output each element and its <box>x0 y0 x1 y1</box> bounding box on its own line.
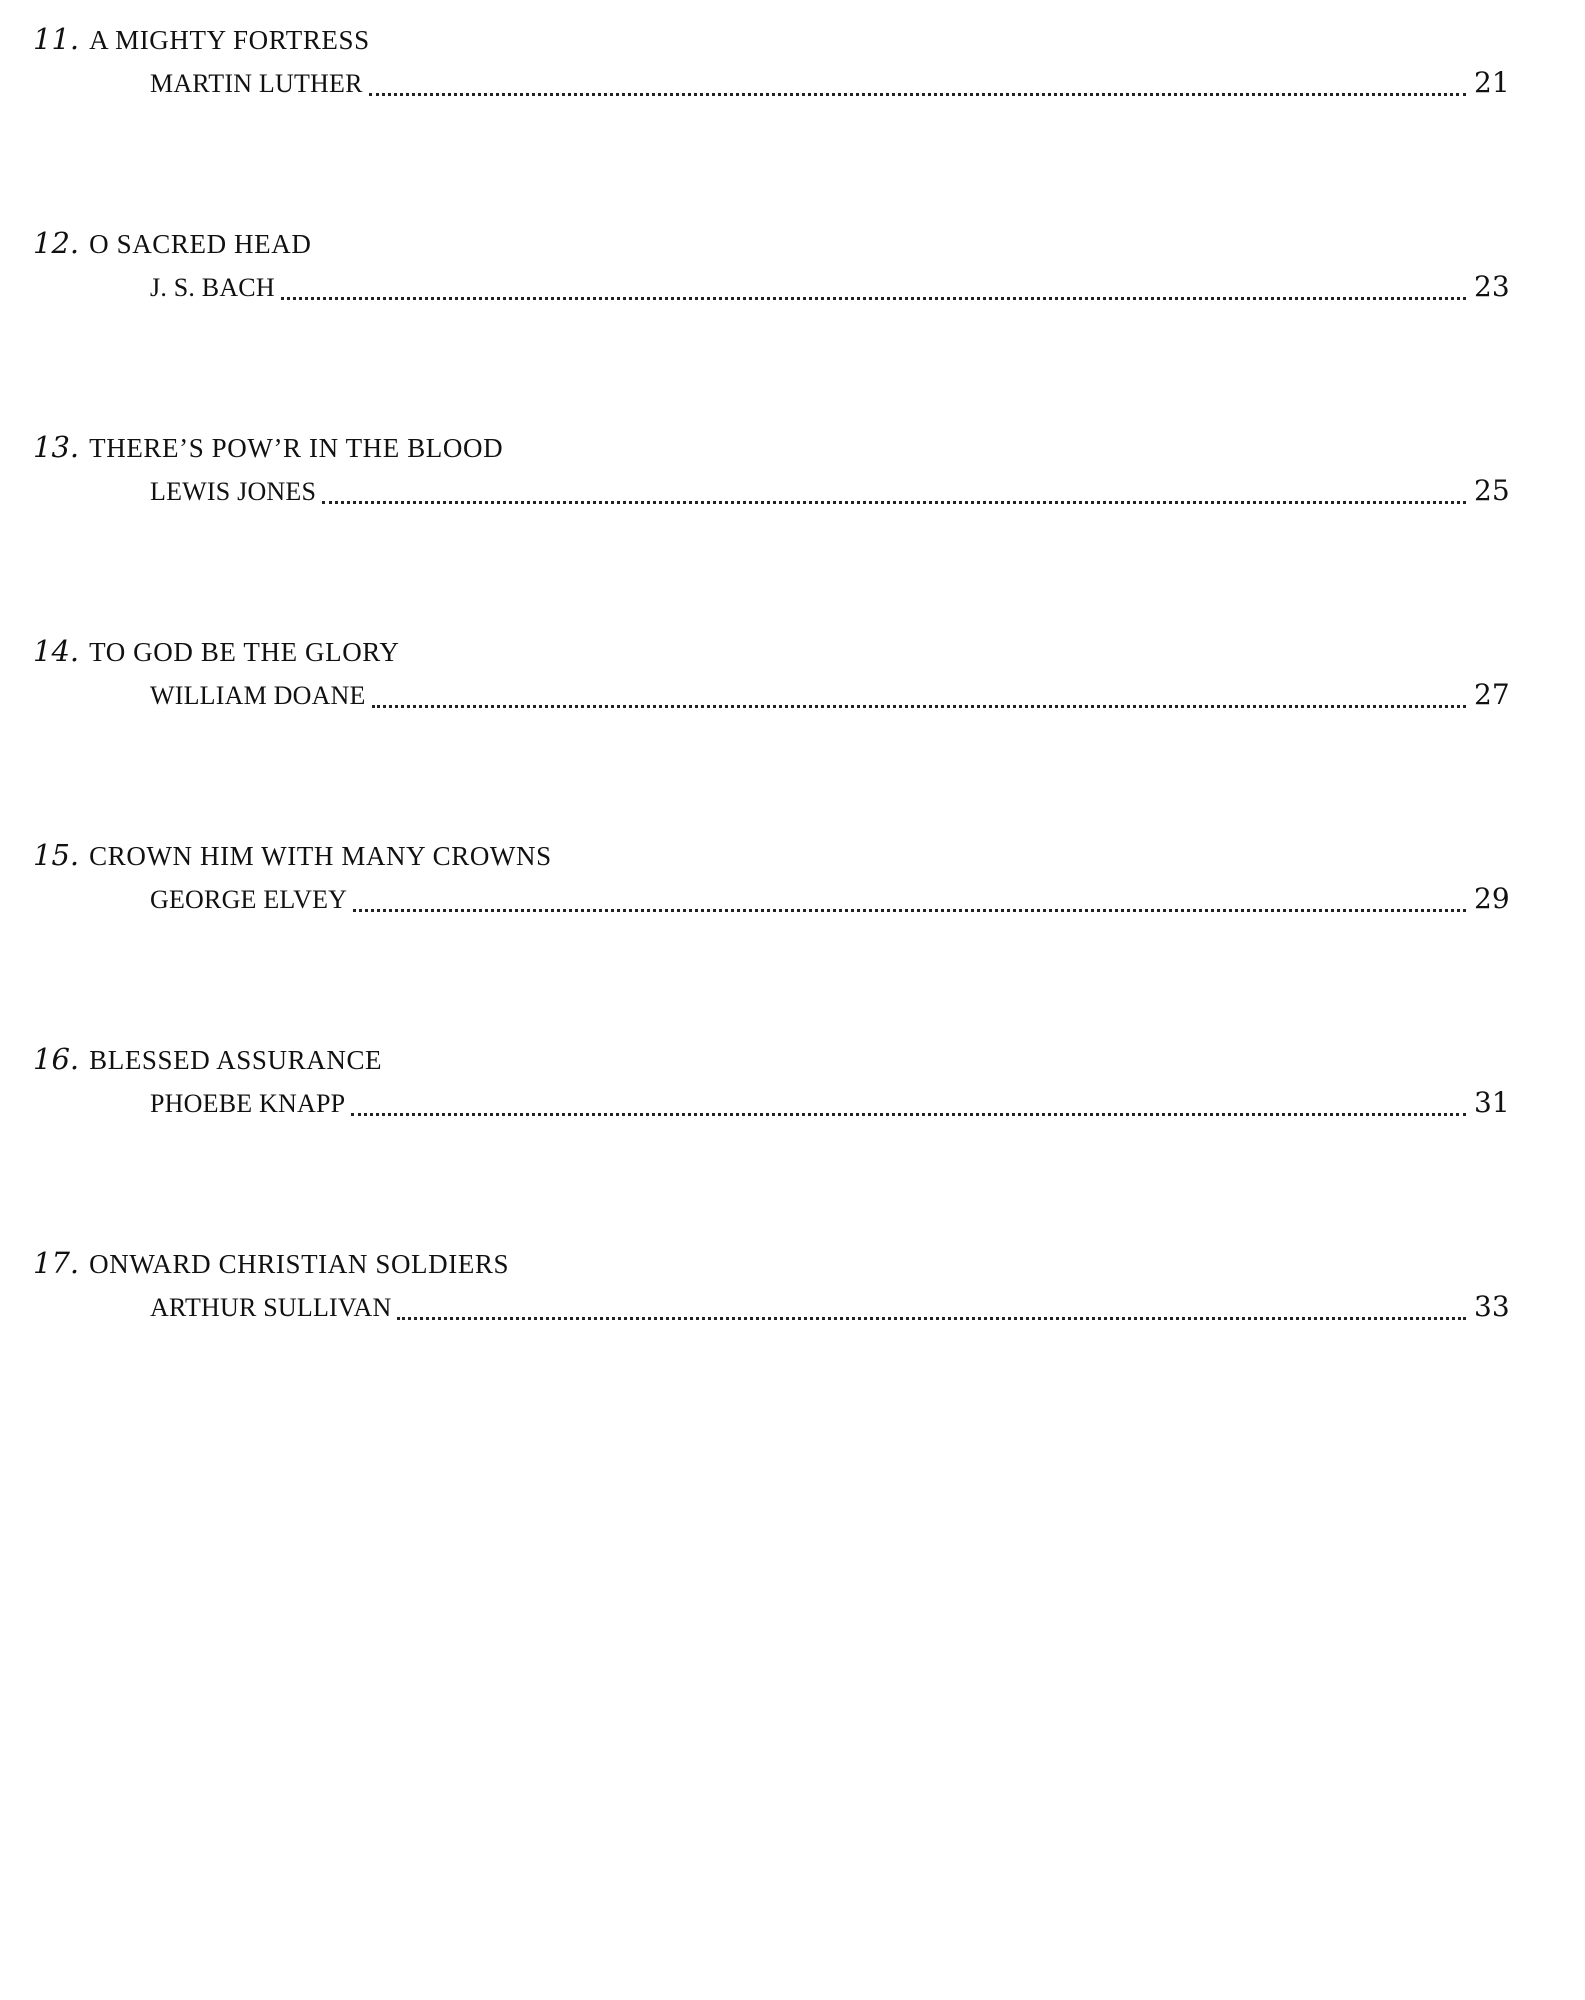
entry-title: A MIGHTY FORTRESS <box>89 25 370 55</box>
entry-author-line <box>150 1290 1518 1330</box>
entry-heading <box>33 22 370 62</box>
entry-title: ONWARD CHRISTIAN SOLDIERS <box>89 1249 510 1279</box>
entry-number: 14. <box>33 634 80 668</box>
entry-author: GEORGE ELVEY <box>150 885 348 914</box>
entry-heading <box>33 838 552 878</box>
entry-title: THERE’S POW’R IN THE BLOOD <box>89 433 504 463</box>
entry-heading <box>33 1042 382 1082</box>
entry-page-number: 33 <box>1474 1290 1510 1323</box>
entry-title: O SACRED HEAD <box>89 229 312 259</box>
entry-heading <box>33 226 311 266</box>
dot-leader <box>369 93 1466 96</box>
toc-entry <box>0 430 1585 550</box>
dot-leader <box>281 297 1466 300</box>
dot-leader <box>322 501 1466 504</box>
dot-leader <box>372 705 1466 708</box>
entry-number: 11. <box>33 22 80 56</box>
entry-title: CROWN HIM WITH MANY CROWNS <box>89 841 552 871</box>
entry-heading <box>33 634 400 674</box>
entry-author-line <box>150 270 1518 310</box>
toc-entry <box>0 634 1585 754</box>
entry-title: BLESSED ASSURANCE <box>89 1045 383 1075</box>
entry-author: ARTHUR SULLIVAN <box>150 1293 392 1322</box>
entry-number: 13. <box>33 430 80 464</box>
dot-leader <box>397 1317 1466 1320</box>
toc-entry <box>0 1042 1585 1162</box>
toc-entry <box>0 226 1585 346</box>
toc-entry <box>0 1246 1585 1366</box>
entry-author: WILLIAM DOANE <box>150 681 366 710</box>
entry-number: 16. <box>33 1042 80 1076</box>
entry-author-line <box>150 678 1518 718</box>
entry-page-number: 25 <box>1474 474 1510 507</box>
entry-page-number: 31 <box>1474 1086 1510 1119</box>
entry-page-number: 29 <box>1474 882 1510 915</box>
entry-number: 12. <box>33 226 80 260</box>
toc-entry <box>0 22 1585 142</box>
entry-author-line <box>150 1086 1518 1126</box>
entry-page-number: 21 <box>1474 66 1510 99</box>
dot-leader <box>353 909 1466 912</box>
entry-author-line <box>150 474 1518 514</box>
entry-author: MARTIN LUTHER <box>150 69 363 98</box>
entry-page-number: 27 <box>1474 678 1510 711</box>
entry-number: 15. <box>33 838 80 872</box>
entry-author: J. S. BACH <box>150 273 275 302</box>
entry-heading <box>33 430 503 470</box>
entry-heading <box>33 1246 509 1286</box>
entry-author: LEWIS JONES <box>150 477 317 506</box>
entry-author: PHOEBE KNAPP <box>150 1089 346 1118</box>
entry-author-line <box>150 882 1518 922</box>
entry-title: TO GOD BE THE GLORY <box>89 637 400 667</box>
entry-page-number: 23 <box>1474 270 1510 303</box>
entry-number: 17. <box>33 1246 80 1280</box>
entry-author-line <box>150 66 1518 106</box>
dot-leader <box>351 1113 1466 1116</box>
toc-entry <box>0 838 1585 958</box>
